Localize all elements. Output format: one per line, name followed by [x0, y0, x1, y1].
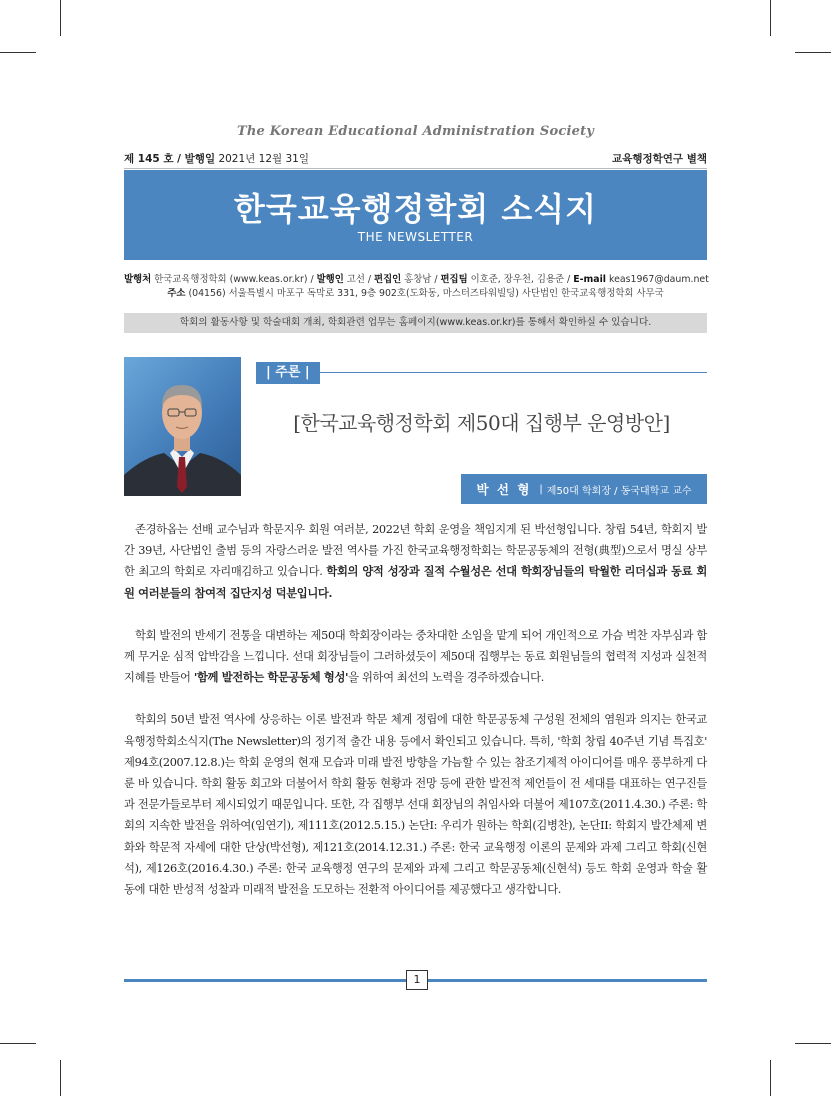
- crop-mark: [795, 1043, 831, 1044]
- crop-mark: [770, 0, 771, 36]
- banner-title: 한국교육행정학회 소식지: [233, 190, 598, 228]
- label-address: 주소: [167, 288, 186, 299]
- article-headline: [한국교육행정학회 제50대 집행부 운영방안]: [293, 411, 670, 435]
- value-editor: 홍창남 /: [404, 274, 438, 285]
- crop-mark: [0, 52, 36, 53]
- author-title: 제50대 학회장 / 동국대학교 교수: [546, 485, 692, 497]
- label-editor: 편집인: [374, 274, 402, 285]
- page-number: 1: [406, 970, 428, 990]
- paragraph-1: [124, 519, 707, 604]
- value-address: (04156) 서울특별시 마포구 독막로 331, 9층 902호(도화동, 마스터즈타워빌딩) 사단법인 한국교육행정학회 사무국: [188, 288, 664, 299]
- author-bar: [461, 474, 707, 504]
- publisher-line-2: [124, 287, 707, 301]
- value-editorial-team: 이호준, 장우천, 김용준 /: [470, 274, 571, 285]
- section-divider: [320, 372, 707, 373]
- publisher-info: [124, 273, 707, 301]
- crop-mark: [770, 1060, 771, 1096]
- publisher-line-1: [124, 273, 707, 287]
- crop-mark: [795, 52, 831, 53]
- issue-date: 2021년 12월 31일: [218, 152, 309, 165]
- crop-mark: [60, 1060, 61, 1096]
- supplement-label: 교육행정학연구 별책: [612, 152, 707, 165]
- issue-info: [124, 151, 309, 166]
- banner-subtitle: THE NEWSLETTER: [357, 230, 474, 244]
- notice-bar: 학회의 활동사항 및 학술대회 개최, 학회관련 업무는 홈페이지(www.keas.or.kr)를 통해서 확인하실 수 있습니다.: [124, 313, 707, 333]
- paragraph-1-emphasis: 학회의 양적 성장과 질적 수월성은 선대 학회장님들의 탁월한 리더십과 동료 회원 여러분들의 참여적 집단지성 덕분입니다.: [124, 564, 707, 600]
- portrait-illustration: [124, 357, 241, 496]
- section-label: | 주론 |: [256, 362, 320, 384]
- paragraph-2-text: 학회 발전의 반세기 전통을 대변하는 제50대 학회장이라는 중차대한 소임을 맡게 되어 개인적으로 가슴 벅찬 자부심과 함께 무거운 심적 압박감을 느낍니다. 선대 회장님들이 그러하셨듯이 제50대 집행부는 동료 회원님들의 협력적 지성과 실천적 지혜를 반들어: [124, 628, 707, 685]
- crop-mark: [0, 1043, 36, 1044]
- author-separator: |: [539, 483, 543, 495]
- label-publisher: 발행처: [124, 274, 152, 285]
- label-email: E-mail: [573, 274, 607, 285]
- crop-mark: [60, 0, 61, 36]
- author-name: 박 선 형: [476, 482, 532, 497]
- author-photo: [124, 357, 241, 496]
- paragraph-2-emphasis: '함께 발전하는 학문공동체 형성': [193, 670, 349, 685]
- paragraph-1-text: 존경하옵는 선배 교수님과 학문지우 회원 여러분, 2022년 학회 운영을 책임지게 된 박선형입니다. 창립 54년, 학회지 발간 39년, 사단법인 출범 등의 자랑스러운 발전 역사를 가진 한국교육행정학회는 학문공동체의 전형(典型)으로서 명실 상부한 최고의 학회로 자리매김하고 있습니다.: [124, 523, 707, 579]
- newsletter-banner: [124, 170, 707, 260]
- article-body: [124, 519, 707, 921]
- paragraph-2: [124, 625, 707, 689]
- label-issuer: 발행인: [316, 274, 344, 285]
- value-email[interactable]: keas1967@daum.net: [609, 274, 709, 285]
- label-editorial-team: 편집팀: [440, 274, 468, 285]
- paragraph-3: 학회의 50년 발전 역사에 상응하는 이론 발전과 학문 체계 정립에 대한 학문공동체 구성원 전체의 염원과 의지는 한국교육행정학회소식지(The Newsletter)의 정기적 출간 내용 등에서 확인되고 있습니다. 특히, '학회 창립 40주년 기념 특집호' 제94호(2007.12.8.)는 학회 운영의 현재 모습과 미래 발전 방향을 가늠할 수 있는 참조기제적 아이디어를 매우 풍부하게 다룬 바 있습니다. 학회 활동 회고와 더불어서 학회 활동 현황과 전망 등에 관한 발전적 제언들이 전 세대를 대표하는 연구진들과 전문가들로부터 제시되었기 때문입니다. 또한, 각 집행부 선대 회장님의 취임사와 더불어 제107호(2011.4.30.) 주론: 학회의 지속한 발전을 위하여(임연기), 제111호(2012.5.15.) 논단I: 우리가 원하는 학회(김병찬), 논단II: 학회지 발간체제 변화와 학문적 자세에 대한 단상(박선형), 제121호(2014.12.31.) 주론: 한국 교육행정 이론의 문제와 과제 그리고 학회(신현석), 제126호(2016.4.30.) 주론: 한국 교육행정 연구의 문제와 과제 그리고 학문공동체(신현석) 등도 학회 운영과 학술 활동에 대한 반성적 성찰과 미래적 발전을 도모하는 전환적 아이디어를 제공했다고 생각합니다.: [124, 713, 707, 897]
- issue-number: 제 145 호 / 발행일: [124, 152, 216, 165]
- value-publisher: 한국교육행정학회 (www.keas.or.kr) /: [154, 274, 314, 285]
- issue-line: [124, 148, 707, 169]
- value-issuer: 고선 /: [346, 274, 372, 285]
- paragraph-2-tail: 을 위하여 최선의 노력을 경주하겠습니다.: [348, 671, 544, 685]
- society-name: The Korean Educational Administration Society: [236, 124, 595, 139]
